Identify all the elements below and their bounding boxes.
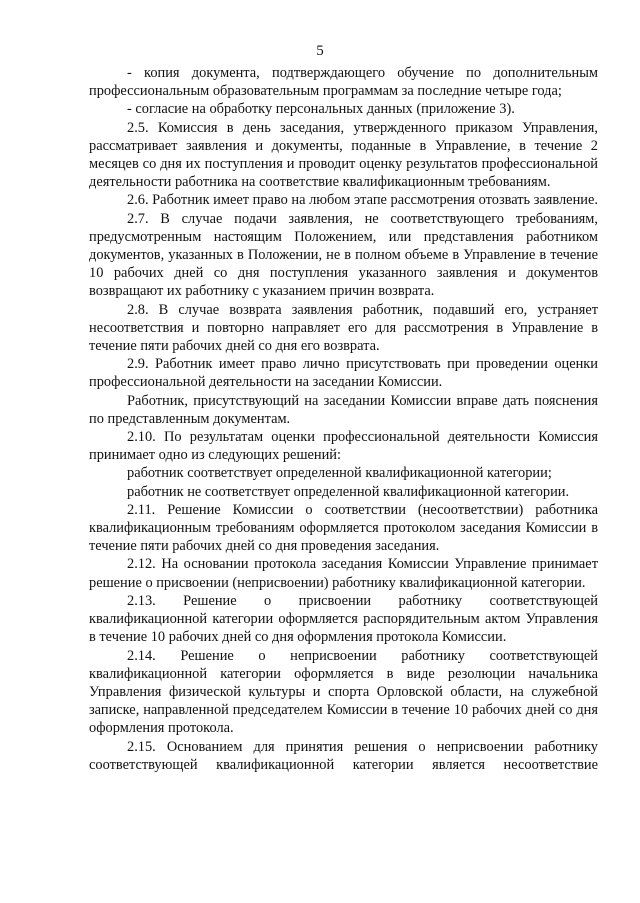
paragraph-copy-of-training-document: - копия документа, подтверждающего обучение по дополнительным профессиональным образовательным программам за последние четыре года;: [89, 65, 598, 100]
paragraph-2-12: 2.12. На основании протокола заседания Комиссии Управление принимает решение о присвоении (неприсвоении) работнику квалификационной категории.: [89, 556, 598, 591]
paragraph-2-7: 2.7. В случае подачи заявления, не соответствующего требованиям, предусмотренным настоящим Положением, или представления работником документов, указанных в Положении, не в полном объеме в Управление в течение 10 рабочих дней со дня поступления указанного заявления и документов возвращают их работнику с указанием причин возврата.: [89, 210, 598, 300]
paragraph-worker-explanations: Работник, присутствующий на заседании Комиссии вправе дать пояснения по представленным документам.: [89, 392, 598, 427]
paragraph-consent-personal-data: - согласие на обработку персональных данных (приложение 3).: [127, 101, 515, 118]
document-body: [89, 64, 598, 774]
paragraph-2-9: 2.9. Работник имеет право лично присутствовать при проведении оценки профессиональной деятельности на заседании Комиссии.: [89, 356, 598, 391]
page-number: 5: [316, 43, 324, 59]
paragraph-2-14: 2.14. Решение о неприсвоении работнику соответствующей квалификационной категории оформляется в виде резолюции начальника Управления физической культуры и спорта Орловской области, на служебной записке, направленной председателем Комиссии в течение 10 рабочих дней со дня оформления протокола.: [89, 647, 598, 737]
paragraph-2-13: 2.13. Решение о присвоении работнику соответствующей квалификационной категории оформляется распорядительным актом Управления в течение 10 рабочих дней со дня оформления протокола Комиссии.: [89, 592, 598, 646]
paragraph-2-15: 2.15. Основанием для принятия решения о неприсвоении работнику соответствующей квалификационной категории является несоответствие: [89, 738, 598, 773]
paragraph-2-11: 2.11. Решение Комиссии о соответствии (несоответствии) работника квалификационным требованиям оформляется протоколом заседания Комиссии в течение пяти рабочих дней со дня проведения заседания.: [89, 501, 598, 555]
paragraph-2-8: 2.8. В случае возврата заявления работник, подавший его, устраняет несоответствия и повторно направляет его для рассмотрения в Управление в течение пяти рабочих дней со дня его возврата.: [89, 301, 598, 355]
paragraph-2-5: 2.5. Комиссия в день заседания, утвержденного приказом Управления, рассматривает заявления и документы, поданные в Управление, в течение 2 месяцев со дня их поступления и проводит оценку результатов профессиональной деятельности работника на соответствие квалификационным требованиям.: [89, 119, 598, 191]
paragraph-decision-option-not-complies: работник не соответствует определенной квалификационной категории.: [127, 483, 570, 500]
paragraph-decision-option-complies: работник соответствует определенной квалификационной категории;: [127, 465, 552, 482]
paragraph-2-6: 2.6. Работник имеет право на любом этапе рассмотрения отозвать заявление.: [127, 192, 598, 209]
paragraph-2-10: 2.10. По результатам оценки профессиональной деятельности Комиссия принимает одно из следующих решений:: [89, 429, 598, 464]
